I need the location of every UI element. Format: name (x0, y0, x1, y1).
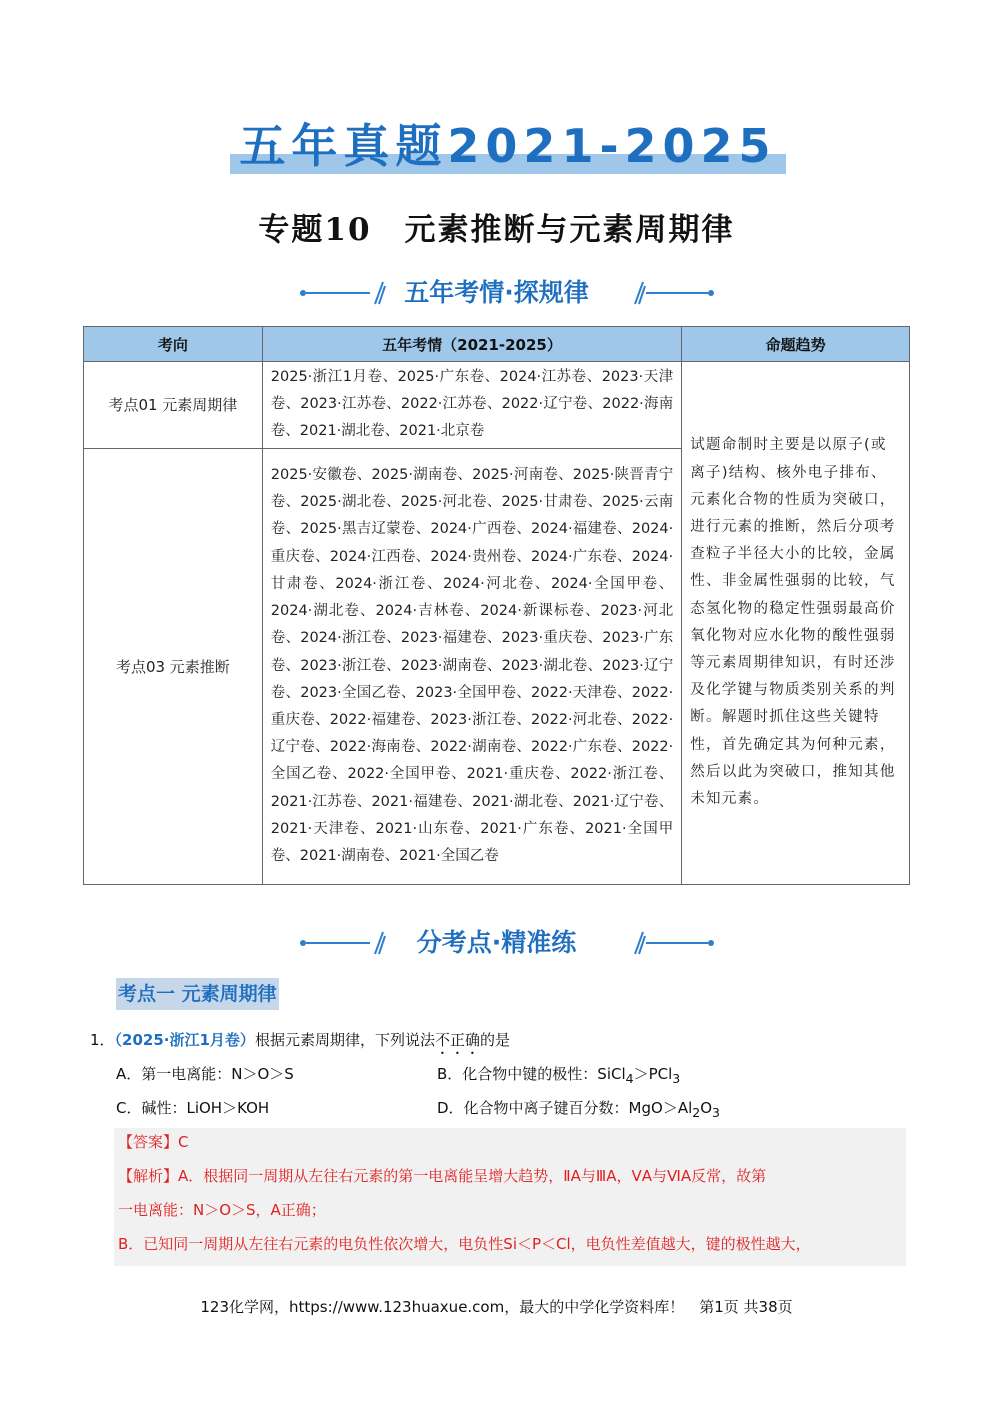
question-text: 根据元素周期律，下列说法 (254, 1031, 435, 1049)
years-cell: 2025·浙江1月卷、2025·广东卷、2024·江苏卷、2023·天津卷、2023·江苏卷、2022·江苏卷、2022·辽宁卷、2022·海南卷、2021·湖北卷、2021·北京卷 (262, 362, 681, 449)
column-header: 考向 (84, 327, 263, 362)
question-number: 1． (90, 1031, 115, 1049)
years-cell: 2025·安徽卷、2025·湖南卷、2025·河南卷、2025·陕晋青宁卷、2025·湖北卷、2025·河北卷、2025·甘肃卷、2025·云南卷、2025·黑吉辽蒙卷、2024·广西卷、2024·福建卷、2024·重庆卷、2024·江西卷、2024·贵州卷、2024·广东卷、2024·甘肃卷、2024·浙江卷、2024·河北卷、2024·全国甲卷、2024·湖北卷、2024·吉林卷、2024·新课标卷、2023·河北卷、2024·浙江卷、2023·福建卷、2023·重庆卷、2023·广东卷、2023·浙江卷、2023·湖南卷、2023·湖北卷、2023·辽宁卷、2023·全国乙卷、2023·全国甲卷、2022·天津卷、2022·重庆卷、2022·福建卷、2023·浙江卷、2022·河北卷、2022·辽宁卷、2022·海南卷、2022·湖南卷、2022·广东卷、2022·全国乙卷、2022·全国甲卷、2021·重庆卷、2022·浙江卷、2021·江苏卷、2021·福建卷、2021·湖北卷、2021·辽宁卷、2021·天津卷、2021·山东卷、2021·广东卷、2021·全国甲卷、2021·湖南卷、2021·全国乙卷 (262, 448, 681, 884)
option-d (437, 1096, 720, 1125)
subscript: 2 (692, 1105, 701, 1120)
subscript: 3 (672, 1071, 681, 1086)
decor-slash-icon (632, 280, 646, 306)
option-d-text: D．化合物中离子键百分数：MgO＞Al (437, 1099, 693, 1117)
table-header-row (84, 327, 910, 362)
decor-dot (708, 290, 714, 296)
topic-cell: 考点01 元素周期律 (84, 362, 263, 449)
column-header: 命题趋势 (682, 327, 910, 362)
topic-subtitle: 专题10 元素推断与元素周期律 (258, 212, 735, 248)
option-c: C．碱性：LiOH＞KOH (116, 1099, 270, 1117)
page-footer: 123化学网，https://www.123huaxue.com，最大的中学化学资料库！ 第1页 共38页 (200, 1298, 793, 1316)
column-header: 五年考情（2021-2025） (262, 327, 681, 362)
decor-dot (708, 940, 714, 946)
question-source: （2025·浙江1月卷） (114, 1031, 255, 1049)
trend-cell: 试题命制时主要是以原子(或离子)结构、核外电子排布、元素化合物的性质为突破口，进行元素的推断，然后分项考查粒子半径大小的比较，金属性、非金属性强弱的比较，气态氢化物的稳定性强弱最高价氧化物对应水化物的酸性强弱等元素周期律知识，有时还涉及化学键与物质类别关系的判断。解题时抓住这些关键特性，首先确定其为何种元素，然后以此为突破口，推知其他未知元素。 (682, 362, 910, 885)
topic-cell: 考点03 元素推断 (84, 448, 263, 884)
table-row (84, 362, 910, 449)
section-title-practice: 分考点·精准练 (416, 928, 577, 957)
question-text-end: 的是 (479, 1031, 510, 1049)
option-a: A．第一电离能：N＞O＞S (116, 1065, 294, 1083)
option-b-text: ＞PCl (633, 1065, 673, 1083)
question-stem (90, 1028, 510, 1058)
analysis-line: 【解析】A．根据同一周期从左往右元素的第一电离能呈增大趋势，ⅡA与ⅢA，ⅤA与ⅥA反常，故第 (118, 1167, 767, 1185)
option-b (437, 1062, 680, 1091)
answer-line: 【答案】C (118, 1133, 189, 1151)
section-title-trends: 五年考情·探规律 (404, 278, 589, 307)
analysis-line: 一电离能：N＞O＞S，A正确； (118, 1201, 326, 1219)
decor-slash-icon (632, 930, 646, 956)
question-emphasis: 不正确 (434, 1031, 480, 1049)
subscript: 4 (625, 1071, 634, 1086)
section-header-practice (0, 923, 993, 963)
point-title: 考点一 元素周期律 (116, 978, 279, 1010)
banner (230, 116, 786, 178)
banner-title: 五年真题2021-2025 (239, 119, 777, 173)
option-b-text: B．化合物中键的极性：SiCl (437, 1065, 626, 1083)
section-header-trends (0, 273, 993, 313)
option-d-text: O (700, 1099, 713, 1117)
decor-line (646, 292, 708, 294)
subscript: 3 (712, 1105, 720, 1120)
analysis-line: B．已知同一周期从左往右元素的电负性依次增大，电负性Si＜P＜Cl，电负性差值越大，键的极性越大， (118, 1235, 811, 1253)
decor-line (646, 942, 708, 944)
exam-trends-table (83, 326, 910, 885)
